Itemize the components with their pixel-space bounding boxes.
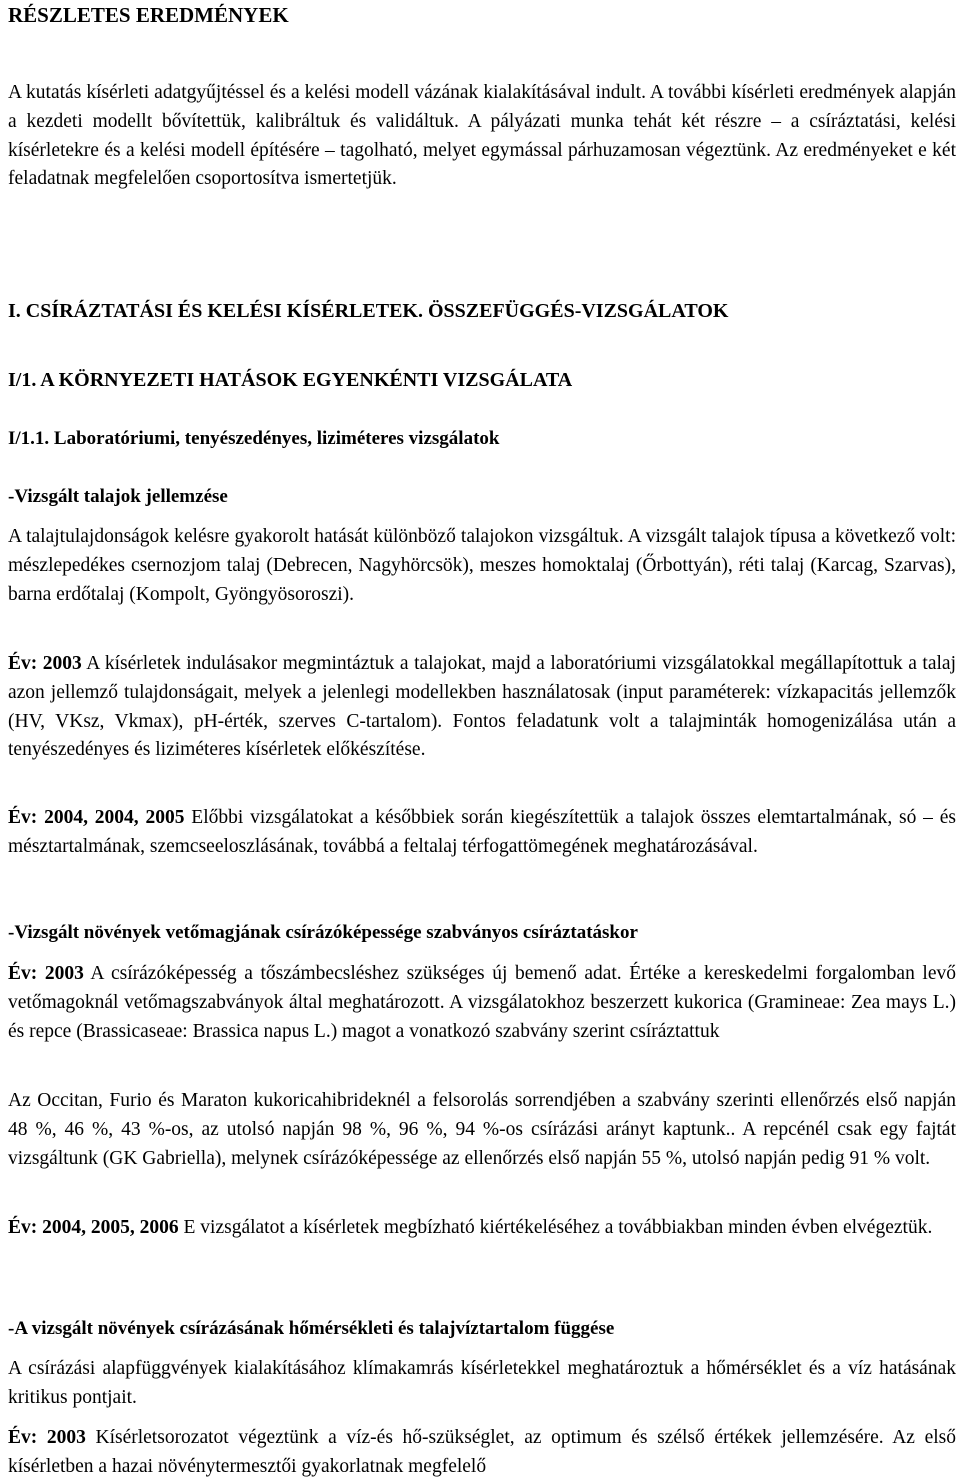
intro-paragraph: A kutatás kísérleti adatgyűjtéssel és a kelési modell vázának kialakításával indult. A további kísérleti eredmények alapján a kezdeti modellt bővítettük, kalibráltuk és validáltuk. A pályázati munka tehát két részre – a csíráztatási, kelési kísérletekre és a kelési modell építésére – tagolható, melyet egymással párhuzamosan végeztünk. Az eredményeket e két feladatnak megfelelően csoportosítva ismertetjük. — [8, 82, 956, 190]
soil-paragraph-3: Év: 2004, 2004, 2005 Előbbi vizsgálatokat a későbbiek során kiegészítettük a talajok összes elemtartalmának, só – és mésztartalmának, szemcseeloszlásának, továbbá a feltalaj térfogattömegének meghatározásával. — [8, 807, 957, 857]
soil-paragraph-2: Év: 2003 A kísérletek indulásakor megmintáztuk a talajokat, majd a laboratóriumi vizsgálatokkal megállapítottuk a talaj azon jellemző tulajdonságait, melyek a jelenlegi modellekben használatosak (input paraméterek: vízkapacitás jellemzők (HV, VKsz, Vkmax), pH-érték, szerves C-tartalom). Fontos feladatunk volt a talajminták homogenizálása után a tenyészedényes és liziméteres kísérletek előkészítése. — [8, 653, 956, 761]
section-1-heading: I. CSÍRÁZTATÁSI ÉS KELÉSI KÍSÉRLETEK. ÖSSZEFÜGGÉS-VIZSGÁLATOK — [8, 300, 729, 322]
year-label: Év: 2004, 2005, 2006 — [8, 1217, 179, 1238]
soil-paragraph-1: A talajtulajdonságok kelésre gyakorolt hatását különböző talajokon vizsgáltuk. A vizsgált talajok típusa a következő volt: mészlepedékes csernozjom talaj (Debrecen, Nagyhörcsök), meszes homoktalaj (Őrbottyán), réti talaj (Karcag, Szarvas), barna erdőtalaj (Kompolt, Gyöngyösoroszi). — [8, 526, 956, 605]
year-label: Év: 2003 — [8, 963, 84, 984]
year-label: Év: 2004, 2004, 2005 — [8, 807, 185, 828]
seed-paragraph-2: Az Occitan, Furio és Maraton kukoricahibrideknél a felsorolás sorrendjében a szabvány szerinti ellenőrzés első napján 48 %, 46 %, 43 %-os, az utolsó napján 98 %, 96 %, 94 %-os csírázási arányt kaptunk.. A repcénél csak egy fajtát vizsgáltunk (GK Gabriella), melynek csírázóképessége az ellenőrzés első napján 55 %, utolsó napján pedig 91 % volt. — [8, 1090, 956, 1169]
seed-paragraph-3: Év: 2004, 2005, 2006 E vizsgálatot a kísérletek megbízható kiértékeléséhez a továbbiakban minden évben elvégeztük. — [8, 1217, 933, 1238]
section-1-1-heading: I/1. A KÖRNYEZETI HATÁSOK EGYENKÉNTI VIZSGÁLATA — [8, 369, 573, 391]
year-label: Év: 2003 — [8, 1427, 86, 1448]
seed-paragraph-1: Év: 2003 A csírázóképesség a tőszámbecsléshez szükséges új bemenő adat. Értéke a kereskedelmi forgalomban levő vetőmagoknál vetőmagszabványok által meghatározott. A vizsgálatokhoz beszerzett kukorica (Gramineae: Zea mays L.) és repce (Brassicaseae: Brassica napus L.) magot a vonatkozó szabvány szerint csíráztattuk — [8, 963, 957, 1042]
page-title: RÉSZLETES EREDMÉNYEK — [8, 3, 289, 27]
temp-subheading: -A vizsgált növények csírázásának hőmérsékleti és talajvíztartalom függése — [8, 1318, 615, 1339]
temp-paragraph-1: A csírázási alapfüggvények kialakításához klímakamrás kísérletekkel meghatároztuk a hőmérséklet és a víz hatásának kritikus pontjait. — [8, 1358, 956, 1408]
temp-paragraph-2: Év: 2003 Kísérletsorozatot végeztünk a víz-és hő-szükséglet, az optimum és szélső értékek jellemzésére. Az első kísérletben a hazai növénytermesztői gyakorlatnak megfelelő — [8, 1427, 956, 1477]
soil-subheading: -Vizsgált talajok jellemzése — [8, 486, 228, 507]
section-1-1-1-heading: I/1.1. Laboratóriumi, tenyészedényes, liziméteres vizsgálatok — [8, 428, 500, 449]
year-label: Év: 2003 — [8, 653, 82, 674]
seed-subheading: -Vizsgált növények vetőmagjának csírázóképessége szabványos csíráztatáskor — [8, 922, 638, 943]
